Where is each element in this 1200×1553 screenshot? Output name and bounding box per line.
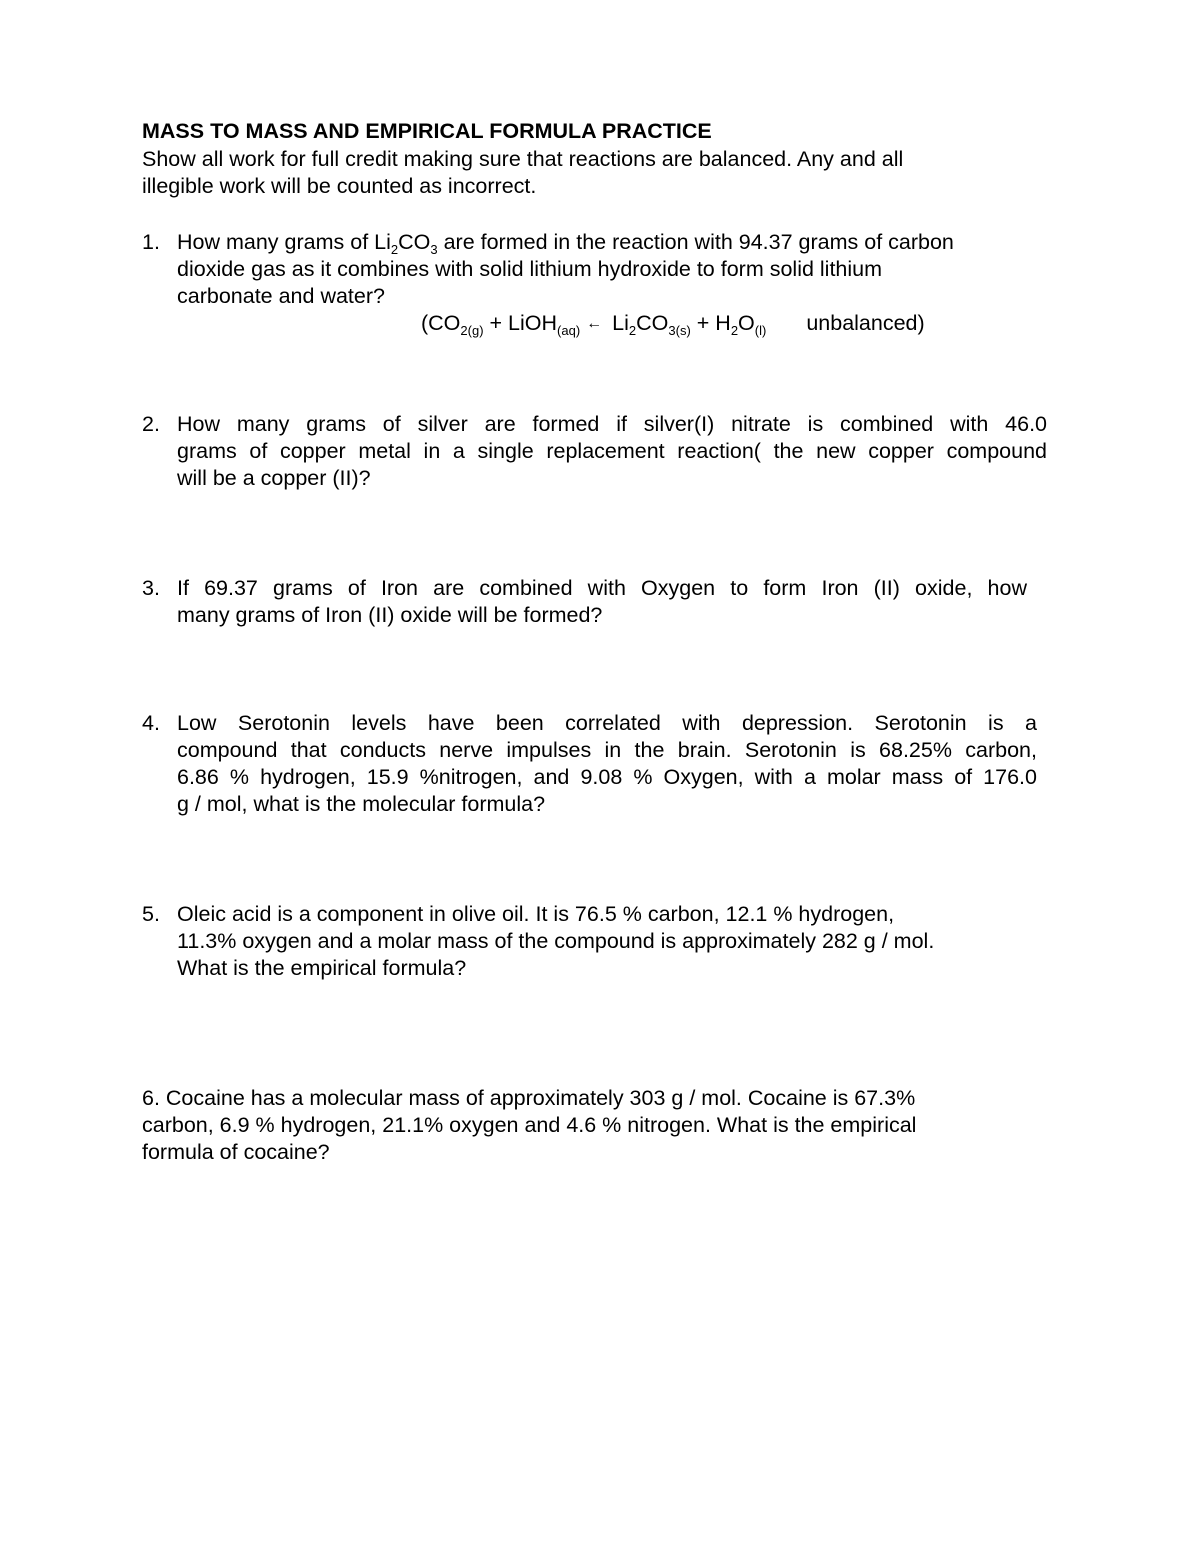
question-1: [142, 229, 1052, 310]
question-line: How many grams of silver are formed if silver(I) nitrate is combined with 46.0: [177, 412, 1047, 436]
question-line: What is the empirical formula?: [177, 956, 467, 980]
question-line: grams of copper metal in a single replacement reaction( the new copper compound: [177, 439, 1047, 463]
question-text: [177, 901, 1052, 982]
equation-note: unbalanced): [806, 311, 925, 335]
question-5: [142, 901, 1052, 982]
question-line: formula of cocaine?: [142, 1140, 330, 1164]
instructions-line: Show all work for full credit making sure that reactions are balanced. Any and all: [142, 147, 904, 171]
question-line: How many grams of $Li_2CO_3$ are formed in the reaction with 94.37 grams of carbon: [177, 230, 954, 257]
question-number: 2.: [142, 412, 160, 436]
question-4: [142, 710, 1052, 818]
question-line: Low Serotonin levels have been correlated with depression. Serotonin is a: [177, 711, 1037, 735]
question-line: carbon, 6.9 % hydrogen, 21.1% oxygen and 4.6 % nitrogen. What is the empirical: [142, 1113, 917, 1137]
question-number: 4.: [142, 711, 160, 735]
instructions-line: illegible work will be counted as incorrect.: [142, 174, 537, 198]
question-text: [177, 575, 1027, 629]
question-line: many grams of Iron (II) oxide will be formed?: [177, 603, 603, 627]
question-number: 5.: [142, 902, 160, 926]
question-line: 6. Cocaine has a molecular mass of approximately 303 g / mol. Cocaine is 67.3%: [142, 1086, 916, 1110]
question-line: 6.86 % hydrogen, 15.9 %nitrogen, and 9.08 % Oxygen, with a molar mass of 176.0: [177, 765, 1037, 789]
question-6: [142, 1085, 1012, 1166]
reaction-arrow-icon: ←: [586, 315, 603, 332]
question-text: [177, 229, 1052, 310]
chemical-equation: ($CO_{2(g)}$ + LiOH$_{(aq)}$ ← $Li_2CO_{3(s)} + H_2O_{(l)}$ unbalanced): [421, 311, 925, 338]
question-2: [142, 411, 1052, 492]
question-line: will be a copper (II)?: [177, 466, 371, 490]
question-line: carbonate and water?: [177, 284, 385, 308]
instructions: [142, 146, 992, 200]
question-text: [177, 411, 1047, 492]
question-number: 1.: [142, 230, 160, 254]
page-title: MASS TO MASS AND EMPIRICAL FORMULA PRACTICE: [142, 119, 712, 143]
question-3: [142, 575, 1052, 629]
question-line: g / mol, what is the molecular formula?: [177, 792, 546, 816]
question-line: Oleic acid is a component in olive oil. It is 76.5 % carbon, 12.1 % hydrogen,: [177, 902, 895, 926]
question-line: dioxide gas as it combines with solid lithium hydroxide to form solid lithium: [177, 257, 883, 281]
question-line: If 69.37 grams of Iron are combined with Oxygen to form Iron (II) oxide, how: [177, 576, 1027, 600]
question-line: compound that conducts nerve impulses in the brain. Serotonin is 68.25% carbon,: [177, 738, 1037, 762]
question-number: 3.: [142, 576, 160, 600]
question-line: 11.3% oxygen and a molar mass of the compound is approximately 282 g / mol.: [177, 929, 935, 953]
question-text: [177, 710, 1037, 818]
